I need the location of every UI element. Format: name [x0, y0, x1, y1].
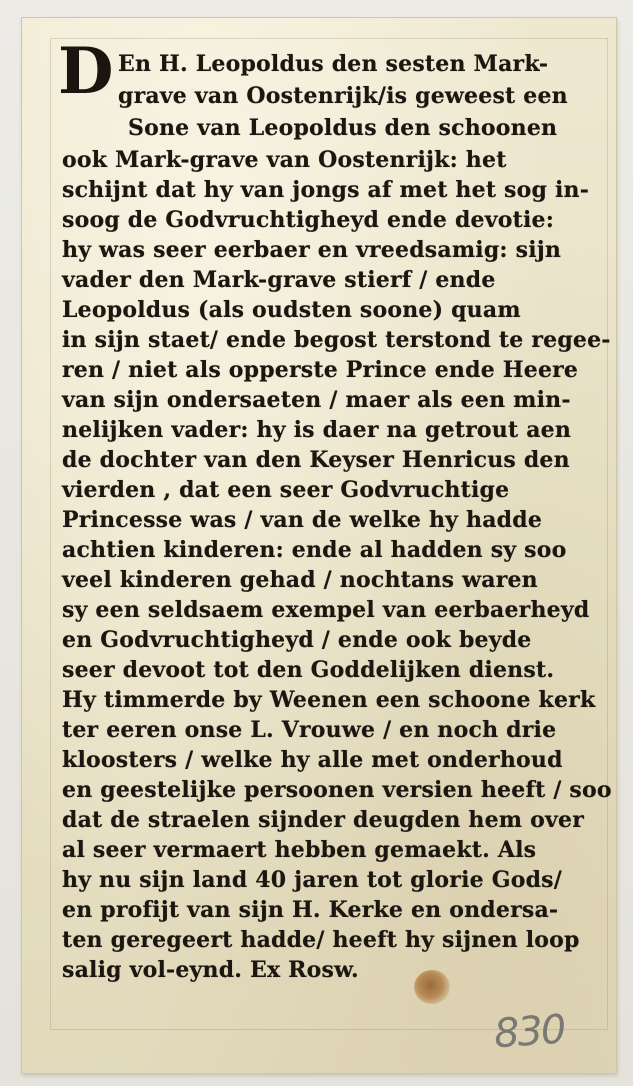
pencil-annotation: 830	[492, 1006, 566, 1058]
text-line: kloosters / welke hy alle met onderhoud	[62, 747, 563, 773]
text-line: ren / niet als opperste Prince ende Heere	[62, 357, 579, 383]
text-line: Leopoldus (als oudsten soone) quam	[62, 297, 521, 323]
text-line: vader den Mark-grave stierf / ende	[62, 267, 496, 293]
text-line: van sijn ondersaeten / maer als een min-	[62, 387, 571, 413]
text-line: en geestelijke persoonen versien heeft / soo	[62, 777, 612, 803]
text-line: hy was seer eerbaer en vreedsamig: sijn	[62, 237, 562, 263]
ink-stain	[414, 970, 450, 1004]
text-line: en Godvruchtigheyd / ende ook beyde	[62, 627, 532, 653]
text-line: ten geregeert hadde/ heeft hy sijnen loop	[62, 927, 580, 953]
text-line: dat de straelen sijnder deugden hem over	[62, 807, 584, 833]
body-text	[22, 18, 616, 1018]
text-line: grave van Oostenrijk/is geweest een	[118, 83, 568, 109]
text-line: salig vol-eynd. Ex Rosw.	[62, 957, 359, 983]
text-line: Hy timmerde by Weenen een schoone kerk	[62, 687, 596, 713]
text-line: de dochter van den Keyser Henricus den	[62, 447, 570, 473]
text-line: schijnt dat hy van jongs af met het sog in-	[62, 177, 590, 203]
text-line: veel kinderen gehad / nochtans waren	[62, 567, 538, 593]
text-line: En H. Leopoldus den sesten Mark-	[118, 51, 549, 77]
text-line: hy nu sijn land 40 jaren tot glorie Gods/	[62, 867, 562, 893]
text-line: soog de Godvruchtigheyd ende devotie:	[62, 207, 555, 233]
text-line: al seer vermaert hebben gemaekt. Als	[62, 837, 537, 863]
text-line: achtien kinderen: ende al hadden sy soo	[62, 537, 567, 563]
text-line: en profijt van sijn H. Kerke en ondersa-	[62, 897, 559, 923]
text-line: ter eeren onse L. Vrouwe / en noch drie	[62, 717, 557, 743]
text-line: seer devoot tot den Goddelijken dienst.	[62, 657, 555, 683]
text-line: in sijn staet/ ende begost terstond te regee-	[62, 327, 611, 353]
text-line: vierden , dat een seer Godvruchtige	[62, 477, 510, 503]
drop-cap: D	[58, 34, 114, 109]
text-line: nelijken vader: hy is daer na getrout aen	[62, 417, 572, 443]
text-line: sy een seldsaem exempel van eerbaerheyd	[62, 597, 590, 623]
text-line: Sone van Leopoldus den schoonen	[128, 115, 558, 141]
text-line: Princesse was / van de welke hy hadde	[62, 507, 543, 533]
text-line: ook Mark-grave van Oostenrijk: het	[62, 147, 507, 173]
printed-page	[22, 18, 616, 1073]
